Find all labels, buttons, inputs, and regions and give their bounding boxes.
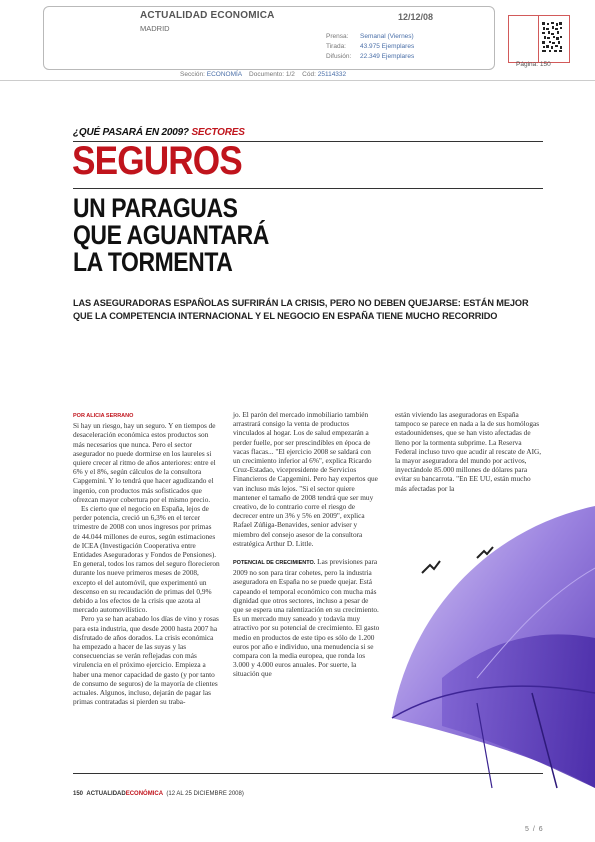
col3-paragraph-1: están viviendo las aseguradoras en España tampoco se parece en nada a la de sus homólogas estadounidenses, que se han visto afectadas de lleno por la tormenta subprime. La Reserva Federal incluso tuvo que acudir al rescate de AIG, la mayor aseguradora del mundo por activos, inyectándole 85.000 millones de dólares para evitar su bancarrota. "En EE UU, están mucho más afectadas por la	[395, 410, 542, 493]
article-kicker	[73, 127, 245, 138]
cod-value: 25114332	[317, 71, 347, 78]
meta-prensa-label: Prensa:	[326, 33, 349, 40]
byline: POR ALICIA SERRANO	[73, 413, 134, 419]
thumbnail-qr-icon	[541, 21, 563, 53]
footer-issue: (12 AL 25 DICIEMBRE 2008)	[166, 791, 244, 797]
meta-tirada-label: Tirada:	[326, 43, 346, 50]
document-page-counter: 5 / 6	[525, 826, 544, 833]
publication-date: 12/12/08	[398, 12, 434, 22]
deck-line-2: QUE LA COMPETENCIA INTERNACIONAL Y EL NEGOCIO EN ESPAÑA TIENE MUCHO RECORRIDO	[73, 311, 498, 321]
page-thumbnail[interactable]	[508, 15, 570, 63]
footer-brand-accent: ECONÓMICA	[125, 791, 164, 797]
header-divider	[0, 80, 595, 81]
deck-line-1: LAS ASEGURADORAS ESPAÑOLAS SUFRIRÁN LA CRISIS, PERO NO DEBEN QUEJARSE: ESTÁN MEJOR	[73, 298, 529, 308]
thumbnail-left-page	[509, 16, 539, 62]
meta-difusion	[326, 53, 415, 60]
col2-paragraph-2: Las previsiones para 2009 no son para tirar cohetes, pero la industria aseguradora en España no se puede quejar. Está capeando el temporal económico con mucha más dignidad que otros sectores, incluso a pesar de que se espera una ralentización en su crecimiento. Es un mercado muy saneado y todavía muy atractivo por su potencial de crecimiento. El gasto medio en productos de este tipo es sólo de 1.200 euros por año e individuo, una menudencia si se compara con la media europea, que ronda los 3.000 y 4.000 euros anuales. Por suerte, la situación que	[233, 557, 380, 679]
subheading-potencial: POTENCIAL DE CRECIMIENTO.	[233, 560, 316, 567]
cod-label: Cód:	[302, 71, 316, 78]
pagina-label: Página:	[516, 61, 539, 68]
col1-paragraph-3: Pero ya se han acabado los días de vino y rosas para esta industria, que desde 2000 hasta 2007 ha disfrutado de años dorados. La crisis económica ha empezado a hacer de las suyas y las consecuencias se verán reflejadas con más virulencia en el próximo ejercicio. Empieza a haber una menor capacidad de gasto (y por tanto de consumo de seguros) de la mayoría de clientes actuales. Algunos, incluso, dejarán de pagar las primas contratadas si pierden su traba-	[73, 614, 219, 707]
footer-page: 150	[73, 791, 84, 797]
seccion-value: ECONOMÍA	[206, 71, 242, 78]
headline-line-1: UN PARAGUAS	[73, 193, 238, 223]
kicker-text: ¿QUÉ PASARÁ EN 2009?	[73, 127, 189, 138]
article-deck	[73, 297, 528, 323]
meta-difusion-value: 22.349 Ejemplares	[360, 53, 415, 60]
seccion-label: Sección:	[180, 71, 205, 78]
article-footer	[73, 791, 244, 797]
col1-paragraph-1: Si hay un riesgo, hay un seguro. Y en tiempos de desaceleración económica estos productos son más necesarios que nunca. Pero el sector asegurador no puede dormirse en los laureles si quiere crecer al ritmo de años anteriores: entre el 6% y el 8%, según cálculos de la consultora Capgemini. Y lo tendrá que hacer agudizando el ingenio, con productos más sofisticados que ofrezcan mayor cobertura por el mismo precio.	[73, 421, 216, 504]
page-number-meta	[516, 61, 551, 68]
section-meta	[180, 71, 346, 78]
meta-tirada-value: 43.975 Ejemplares	[360, 43, 415, 50]
article-column-1	[73, 410, 220, 707]
documento-label: Documento:	[249, 71, 285, 78]
article-headline	[73, 195, 269, 276]
publication-name: ACTUALIDAD ECONOMICA	[140, 10, 275, 21]
pagina-value: 150	[539, 61, 551, 68]
col2-paragraph-1: jo. El parón del mercado inmobiliario también arrastrará consigo la venta de productos vinculados al hogar. Los de salud empezarán a perder fuelle, por ser prescindibles en época de vacas flacas... "El ejercicio 2008 se saldará con un crecimiento inferior al 6%", explica Ricardo Cruz-Estadao, vicepresidente de Servicios Financieros de Capgemini. Pero hay expertos que van incluso más lejos. "Si el sector quiere mantener el tamaño de 2008 tendrá que ser muy creativo, de lo contrario corre el riesgo de decrecer entre un 3% y 5% en 2009", explica Rafael Zúñiga-Benavides, senior adviser y miembro del consejo asesor de la consultora estratégica Arthur D. Little.	[233, 410, 378, 548]
publication-city: MADRID	[140, 24, 170, 33]
col1-paragraph-2: Es cierto que el negocio en España, lejos de perder potencia, creció un 6,3% en el tercer trimestre de 2008 con unos ingresos por primas de 44.044 millones de euros, según estimaciones de ICEA (Investigación Cooperativa entre Entidades Aseguradoras y Fondos de Pensiones). En general, todos los ramos del seguro florecieron durante los nueve primeros meses de 2008, excepto el del automóvil, que experimentó un descenso en su recaudación de primas del 0,9% debido a los efectos de la crisis que azota al mercado automovilístico.	[73, 504, 220, 615]
meta-tirada	[326, 43, 415, 50]
meta-prensa-value: Semanal (Viernes)	[360, 33, 414, 40]
article-title: SEGUROS	[72, 139, 242, 183]
article-column-2	[233, 410, 380, 679]
title-rule	[73, 188, 543, 189]
headline-line-3: LA TORMENTA	[73, 247, 233, 277]
meta-prensa	[326, 33, 414, 40]
umbrella-photo	[382, 488, 595, 790]
documento-value: 1/2	[285, 71, 295, 78]
headline-line-2: QUE AGUANTARÁ	[73, 220, 269, 250]
article-column-3	[395, 410, 542, 493]
footer-rule	[73, 773, 543, 774]
meta-difusion-label: Difusión:	[326, 53, 352, 60]
kicker-section: SECTORES	[191, 127, 245, 138]
footer-brand: ACTUALIDAD	[86, 791, 126, 797]
